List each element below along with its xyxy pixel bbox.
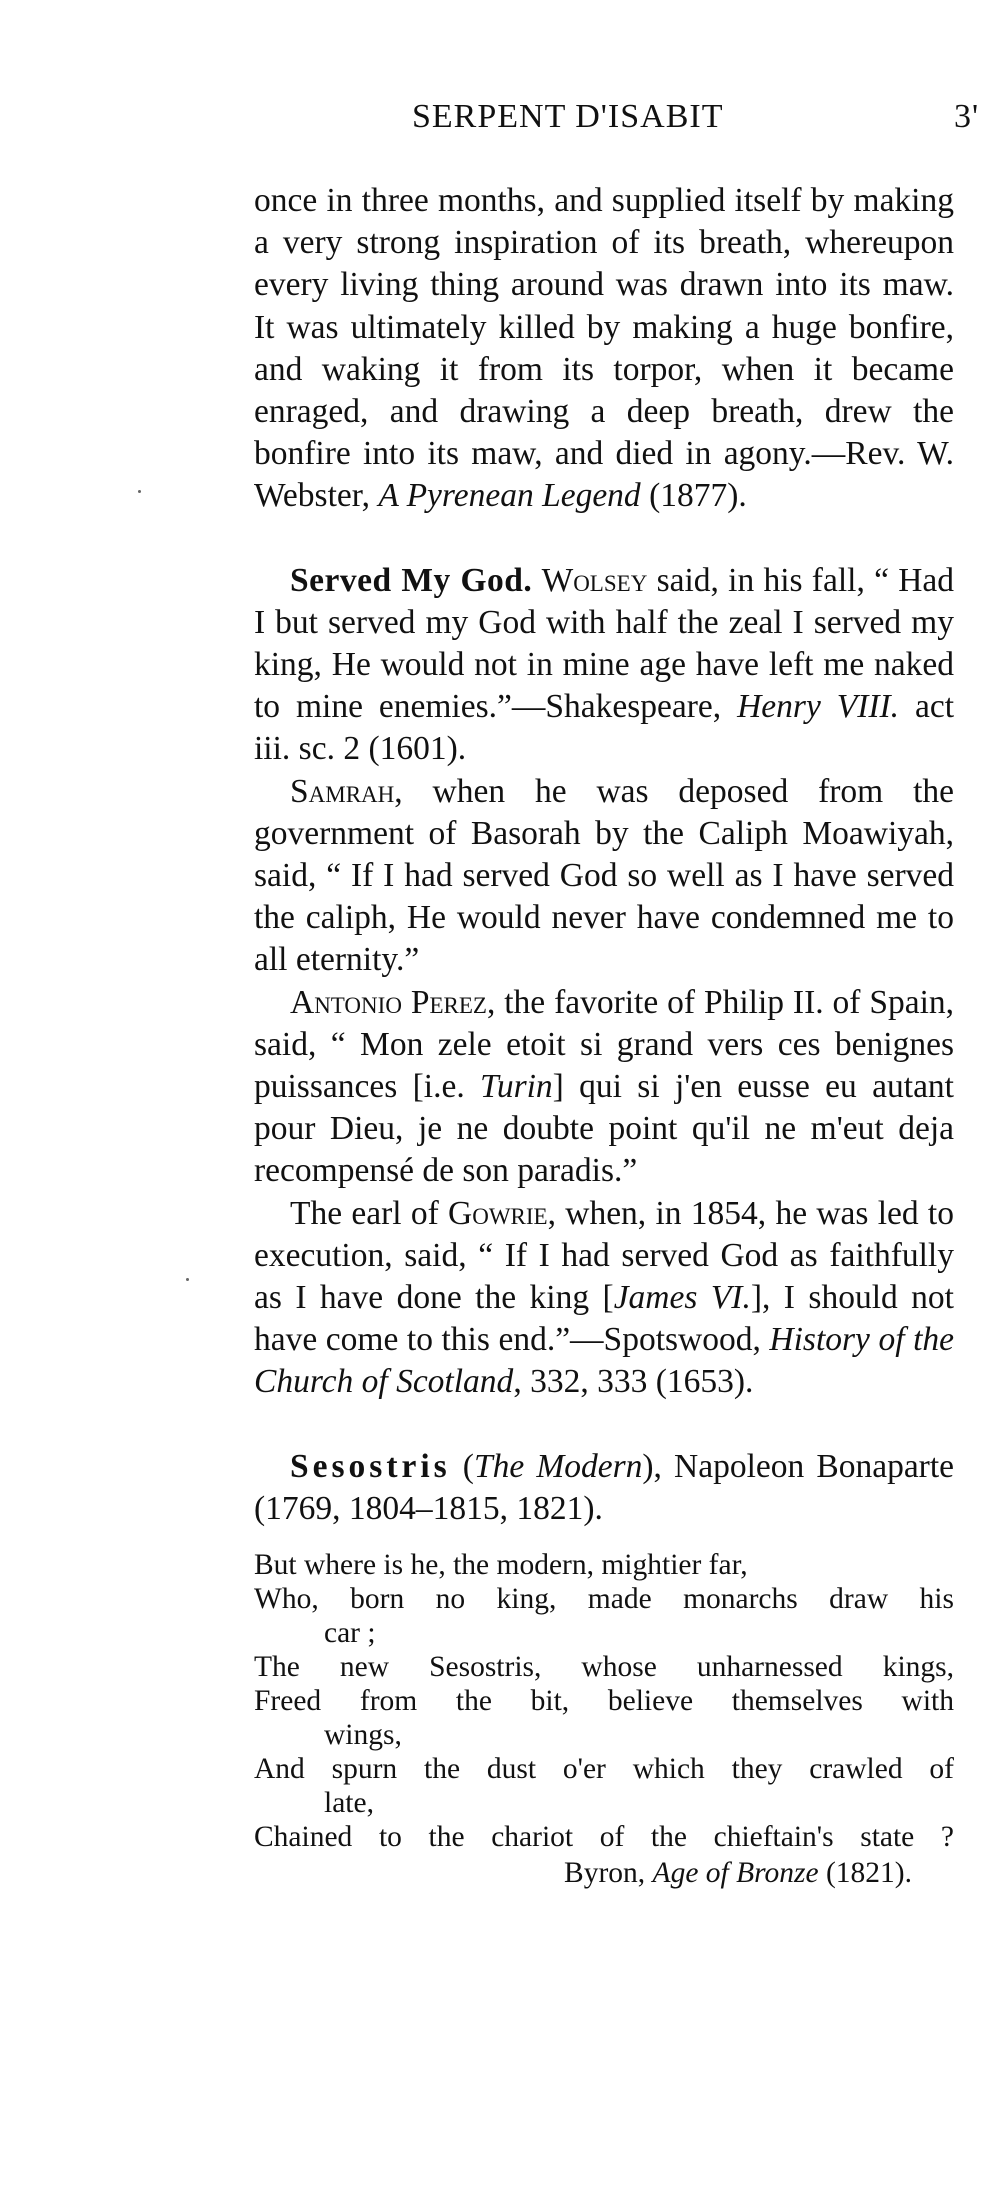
margin-mark	[186, 1278, 189, 1281]
paragraph-gowrie: The earl of Gowrie, when, in 1854, he was led to execution, said, “ If I had served God as faithfully as I have done the king [James VI.], I should not have come to this end.”—Spotswood, History of the Church of Scotland, 332, 333 (1653).	[254, 1194, 954, 1401]
verse-line: And spurn the dust o'er which they crawled of	[254, 1753, 954, 1786]
verse-line-continuation: late,	[324, 1787, 374, 1820]
paragraph-samrah: Samrah, when he was deposed from the government of Basorah by the Caliph Moawiyah, said, “ If I had served God so well as I have served the caliph, He would never have condemned me to all eternity.”	[254, 772, 954, 979]
text-column	[254, 180, 954, 1890]
entry-sesostris: Sesostris (The Modern), Napoleon Bonaparte (1769, 1804–1815, 1821).	[254, 1447, 955, 1527]
person-name: Antonio Perez	[290, 983, 487, 1021]
verse-line: But where is he, the modern, mightier far,	[254, 1549, 748, 1582]
margin-mark	[138, 490, 141, 493]
verse-source: Byron, Age of Bronze (1821).	[564, 1857, 912, 1890]
verse-line: Chained to the chariot of the chieftain's state ?	[254, 1821, 954, 1854]
entry-heading: Served My God.	[290, 561, 533, 599]
running-header	[254, 98, 994, 148]
verse-line-continuation: wings,	[324, 1719, 402, 1752]
running-title: SERPENT D'ISABIT	[412, 98, 724, 135]
entry-served-my-god: Served My God. Wolsey said, in his fall, “ Had I but served my God with half the zeal I served my king, He would not in mine age have left me naked to mine enemies.”—Shakespeare, Henry VIII. act iii. sc. 2 (1601).	[254, 561, 955, 768]
paragraph-perez: Antonio Perez, the favorite of Philip II. of Spain, said, “ Mon zele etoit si grand vers ces benignes puissances [i.e. Turin] qui si j'en eusse eu autant pour Dieu, je ne doubte point qu'il ne m'eut deja recompensé de son paradis.”	[254, 983, 954, 1190]
citation-work: Henry VIII.	[737, 688, 900, 726]
verse-quotation	[254, 1548, 954, 1890]
entry-heading: Sesostris	[290, 1447, 451, 1485]
verse-line: The new Sesostris, whose unharnessed kings,	[254, 1651, 954, 1684]
entry-serpent-continuation: once in three months, and supplied itself by making a very strong inspiration of its breath, whereupon every living thing around was drawn into its maw. It was ultimately killed by making a huge bonfire, and waking it from its torpor, when it became enraged, and drawing a deep breath, drew the bonfire into its maw, and died in agony.—Rev. W. Webster, A Pyrenean Legend (1877).	[254, 182, 954, 515]
person-name: Gowrie	[448, 1194, 548, 1232]
person-name: Wolsey	[541, 561, 648, 599]
verse-line: Who, born no king, made monarchs draw his	[254, 1583, 954, 1616]
page-number: 3'	[954, 98, 980, 135]
verse-line-continuation: car ;	[324, 1617, 376, 1650]
citation-work: History of the Church of Scotland	[254, 1321, 954, 1401]
verse-line: Freed from the bit, believe themselves with	[254, 1685, 954, 1718]
citation-work: A Pyrenean Legend	[378, 477, 641, 515]
person-name: Samrah	[290, 772, 395, 810]
